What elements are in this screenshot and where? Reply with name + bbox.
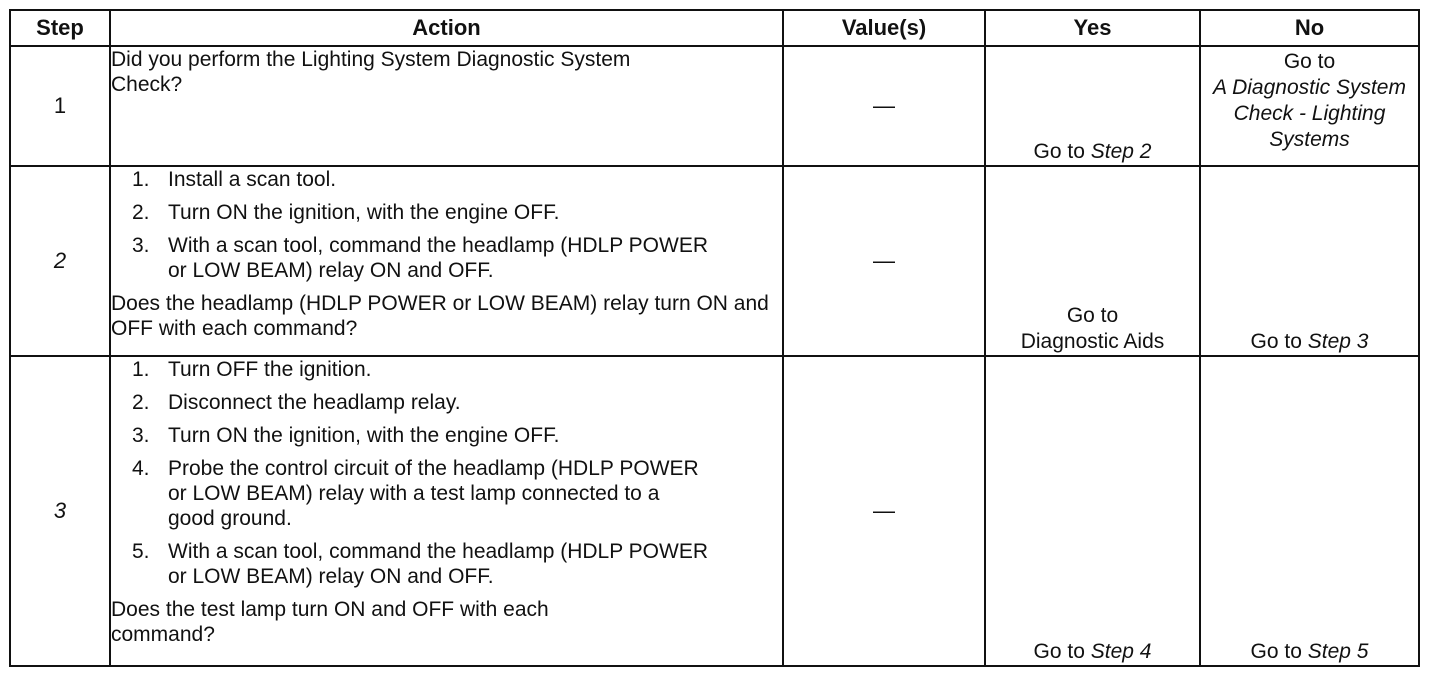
yes-cell xyxy=(985,356,1200,666)
step-question: Did you perform the Lighting System Diagnostic System Check? xyxy=(111,48,631,96)
table-row xyxy=(10,46,1419,166)
yes-link[interactable]: Step 2 xyxy=(1090,140,1152,163)
value-dash: — xyxy=(873,93,895,118)
header-yes: Yes xyxy=(985,10,1200,46)
no-link[interactable]: Step 5 xyxy=(1307,640,1369,663)
action-cell xyxy=(110,356,783,666)
header-no: No xyxy=(1200,10,1419,46)
instruction-list xyxy=(111,357,782,589)
step-number: 1 xyxy=(10,46,110,166)
yes-cell xyxy=(985,46,1200,166)
header-step: Step xyxy=(10,10,110,46)
header-values: Value(s) xyxy=(783,10,985,46)
yes-cell xyxy=(985,166,1200,356)
yes-prefix: Go to xyxy=(1066,304,1119,327)
instruction-item: 1. Turn OFF the ignition. xyxy=(132,358,372,381)
no-prefix: Go to xyxy=(1283,50,1336,73)
no-cell xyxy=(1200,356,1419,666)
table-row xyxy=(10,356,1419,666)
instruction-item: 4. Probe the control circuit of the headlamp (HDLP POWER or LOW BEAM) relay with a test lamp connected to a good ground. xyxy=(132,457,699,530)
value-dash: — xyxy=(873,498,895,523)
diagnostic-table xyxy=(9,9,1420,667)
no-prefix: Go to xyxy=(1250,330,1302,353)
yes-prefix: Go to xyxy=(1033,640,1085,663)
yes-link[interactable]: Diagnostic Aids xyxy=(1020,330,1165,353)
instruction-item: 1. Install a scan tool. xyxy=(132,168,337,191)
value-cell xyxy=(783,166,985,356)
value-cell xyxy=(783,46,985,166)
instruction-item: 5. With a scan tool, command the headlamp (HDLP POWER or LOW BEAM) relay ON and OFF. xyxy=(132,540,709,588)
instruction-item: 2. Disconnect the headlamp relay. xyxy=(132,391,461,414)
step-number: 2 xyxy=(10,166,110,356)
no-prefix: Go to xyxy=(1250,640,1302,663)
action-cell xyxy=(110,46,783,166)
value-cell xyxy=(783,356,985,666)
step-number: 3 xyxy=(10,356,110,666)
no-link[interactable]: Step 3 xyxy=(1307,330,1369,353)
instruction-item: 2. Turn ON the ignition, with the engine OFF. xyxy=(132,201,560,224)
table-row xyxy=(10,166,1419,356)
yes-link[interactable]: Step 4 xyxy=(1090,640,1152,663)
no-cell xyxy=(1200,46,1419,166)
header-row xyxy=(10,10,1419,46)
step-question: Does the test lamp turn ON and OFF with each command? xyxy=(111,598,549,646)
yes-prefix: Go to xyxy=(1033,140,1085,163)
step-question: Does the headlamp (HDLP POWER or LOW BEAM) relay turn ON and OFF with each command? xyxy=(111,292,769,340)
instruction-item: 3. With a scan tool, command the headlamp (HDLP POWER or LOW BEAM) relay ON and OFF. xyxy=(132,234,709,282)
value-dash: — xyxy=(873,248,895,273)
no-link[interactable]: A Diagnostic System Check - Lighting Systems xyxy=(1213,76,1406,151)
action-cell xyxy=(110,166,783,356)
header-action: Action xyxy=(110,10,783,46)
instruction-list xyxy=(111,167,782,283)
no-cell xyxy=(1200,166,1419,356)
instruction-item: 3. Turn ON the ignition, with the engine OFF. xyxy=(132,424,560,447)
